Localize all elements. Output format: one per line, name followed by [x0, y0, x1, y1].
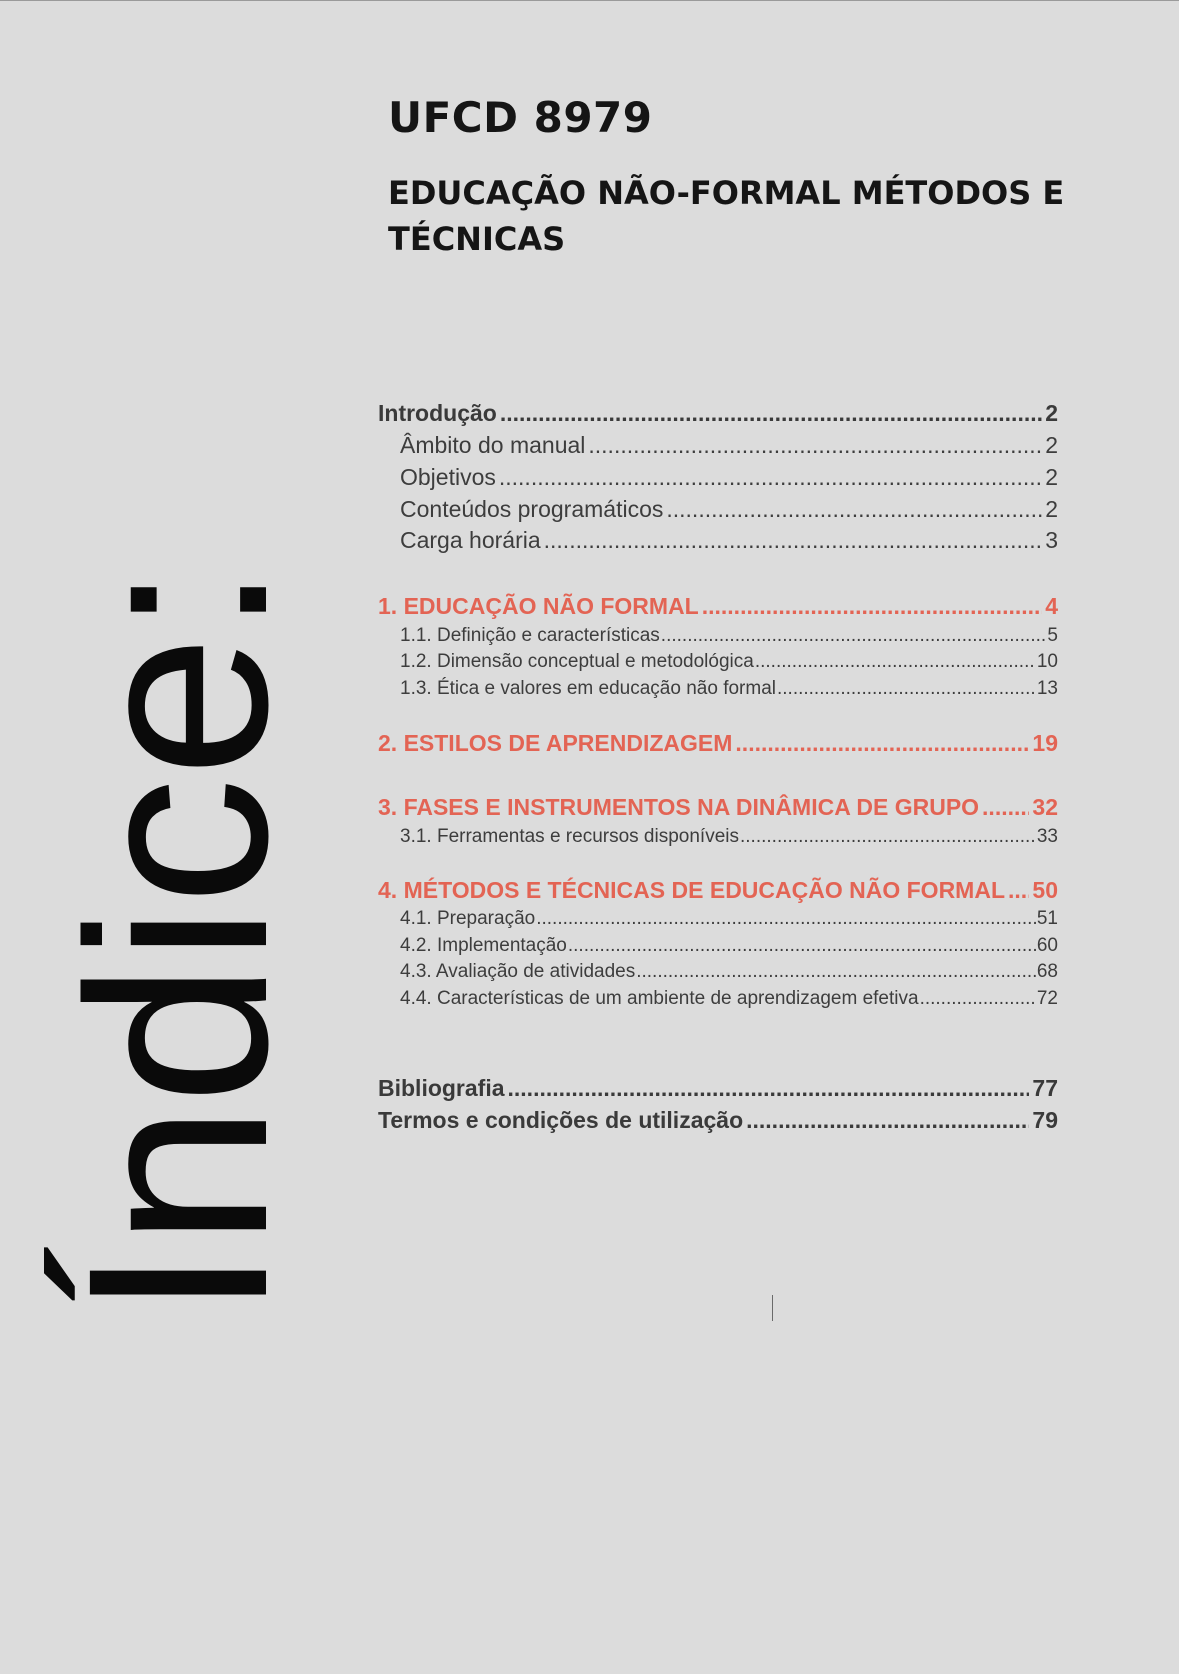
toc-dot-leader [755, 651, 1036, 673]
toc-section-label: 4.1. Preparação [400, 908, 536, 929]
toc-dot-leader [1008, 877, 1029, 904]
course-title: EDUCAÇÃO NÃO-FORMAL MÉTODOS E TÉCNICAS [388, 174, 1065, 258]
toc-entry-page: 3 [1045, 527, 1058, 553]
toc-chapter-page: 19 [1032, 730, 1058, 756]
toc-entry-page: 2 [1045, 464, 1058, 490]
toc-entry-page: 2 [1045, 496, 1058, 522]
page-top-edge [0, 0, 1179, 1]
toc-entry-label: Objetivos [400, 464, 496, 490]
toc-chapter-label: 3. FASES E INSTRUMENTOS NA DINÂMICA DE GRUPO [378, 794, 980, 820]
toc-entry-label: Termos e condições de utilização [378, 1107, 744, 1133]
toc-dot-leader [568, 935, 1036, 957]
toc-entry-page: 2 [1045, 400, 1058, 426]
toc-section-label: 1.3. Ética e valores em educação não formal [400, 678, 776, 699]
toc-dot-leader [735, 730, 1029, 757]
toc-dot-leader [666, 496, 1042, 523]
toc-entry-introducao[interactable] [378, 400, 1058, 432]
toc-section-page: 33 [1036, 826, 1058, 847]
toc-section-1-3[interactable] [400, 678, 1058, 710]
toc-dot-leader [536, 908, 1036, 930]
toc-section-label: 4.3. Avaliação de atividades [400, 961, 636, 982]
toc-entry-bibliografia[interactable] [378, 1075, 1058, 1107]
toc-section-label: 4.2. Implementação [400, 935, 567, 956]
toc-section-page: 10 [1036, 651, 1058, 672]
toc-dot-leader [544, 527, 1043, 554]
toc-chapter-page: 50 [1032, 877, 1058, 903]
toc-section-page: 72 [1036, 988, 1058, 1009]
toc-entry-label: Conteúdos programáticos [400, 496, 664, 522]
toc-section-label: 3.1. Ferramentas e recursos disponíveis [400, 826, 739, 847]
toc-dot-leader [702, 593, 1042, 620]
toc-section-page: 60 [1036, 935, 1058, 956]
toc-chapter-label: 4. MÉTODOS E TÉCNICAS DE EDUCAÇÃO NÃO FORMAL [378, 877, 1005, 903]
toc-section-page: 13 [1036, 678, 1058, 699]
toc-entry-carga-horaria[interactable] [400, 527, 1058, 559]
toc-entry-termos[interactable] [378, 1107, 1058, 1139]
toc-chapter-4[interactable] [378, 877, 1058, 909]
toc-dot-leader [588, 432, 1042, 459]
toc-dot-leader [746, 1107, 1029, 1134]
toc-chapter-label: 1. EDUCAÇÃO NÃO FORMAL [378, 593, 699, 619]
toc-dot-leader [500, 400, 1042, 427]
toc-entry-page: 77 [1032, 1075, 1058, 1101]
toc-dot-leader [661, 625, 1047, 647]
toc-chapter-page: 4 [1045, 593, 1058, 619]
toc-chapter-3[interactable] [378, 794, 1058, 826]
toc-entry-label: Carga horária [400, 527, 541, 553]
toc-entry-label: Introdução [378, 400, 497, 426]
index-heading: Índice: [35, 563, 321, 1319]
toc-chapter-2[interactable] [378, 730, 1058, 762]
toc-entry-objetivos[interactable] [400, 464, 1058, 496]
toc-section-label: 1.1. Definição e características [400, 625, 660, 646]
toc-section-label: 4.4. Características de um ambiente de aprendizagem efetiva [400, 988, 919, 1009]
toc-entry-label: Bibliografia [378, 1075, 505, 1101]
toc-chapter-label: 2. ESTILOS DE APRENDIZAGEM [378, 730, 733, 756]
toc-section-label: 1.2. Dimensão conceptual e metodológica [400, 651, 754, 672]
toc-section-page: 5 [1047, 625, 1058, 646]
text-cursor [772, 1295, 773, 1321]
toc-section-4-4[interactable] [400, 988, 1058, 1020]
toc-dot-leader [508, 1075, 1030, 1102]
toc-entry-ambito[interactable] [400, 432, 1058, 464]
toc-dot-leader [777, 678, 1036, 700]
toc-chapter-page: 32 [1032, 794, 1058, 820]
toc-section-page: 51 [1036, 908, 1058, 929]
toc-entry-conteudos[interactable] [400, 496, 1058, 528]
course-code: UFCD 8979 [388, 93, 653, 142]
toc-entry-page: 79 [1032, 1107, 1058, 1133]
toc-entry-label: Âmbito do manual [400, 432, 586, 458]
toc-dot-leader [740, 826, 1036, 848]
toc-section-page: 68 [1036, 961, 1058, 982]
toc-dot-leader [636, 961, 1036, 983]
toc-chapter-1[interactable] [378, 593, 1058, 625]
toc-dot-leader [982, 794, 1029, 821]
toc-entry-page: 2 [1045, 432, 1058, 458]
toc-dot-leader [920, 988, 1036, 1010]
toc-dot-leader [499, 464, 1042, 491]
toc-section-3-1[interactable] [400, 826, 1058, 858]
